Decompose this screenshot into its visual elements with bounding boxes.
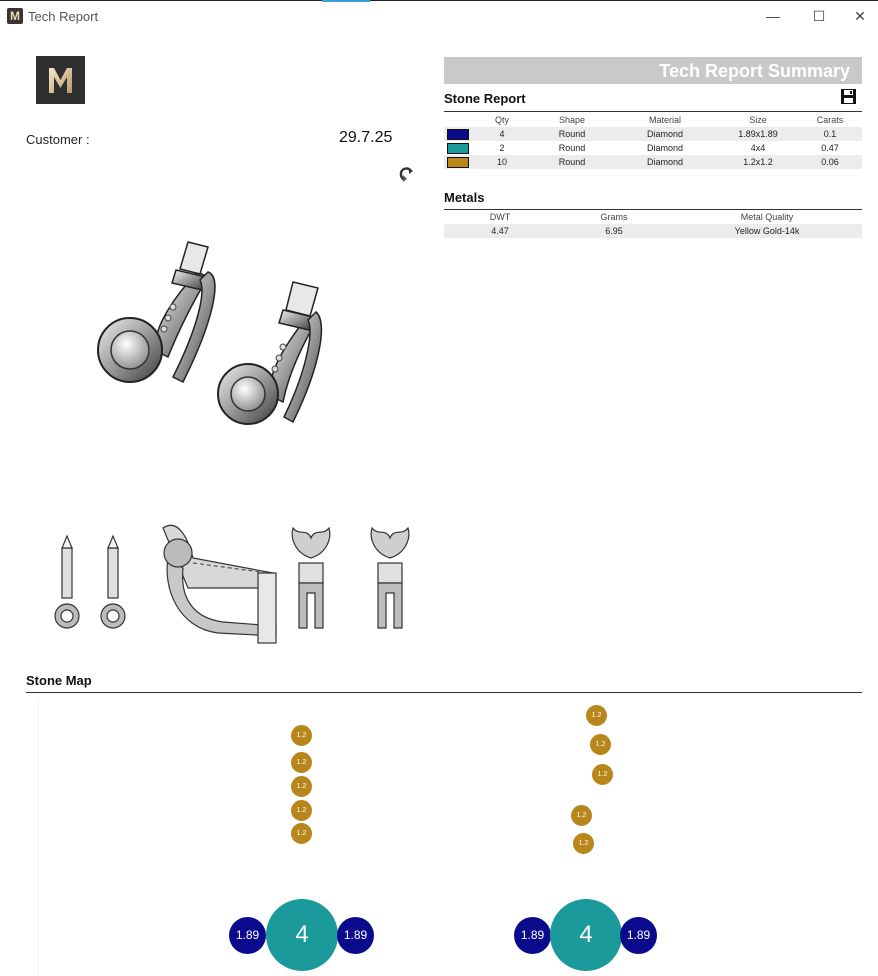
column-header-dwt: DWT <box>489 212 511 222</box>
stone-map-rule <box>26 692 862 693</box>
window-title: Tech Report <box>28 9 99 24</box>
stone-marker-mid: 1.89 <box>229 917 266 954</box>
column-header-qty: Qty <box>494 115 509 125</box>
stone-size: 1.2x1.2 <box>718 155 798 169</box>
metals-title: Metals <box>444 190 485 205</box>
stone-size: 4x4 <box>750 143 766 153</box>
metals-table <box>444 210 862 238</box>
stone-map-title: Stone Map <box>26 673 92 688</box>
stone-report-rule <box>444 111 862 112</box>
stone-qty: 2 <box>499 143 505 153</box>
save-icon[interactable] <box>840 88 857 105</box>
column-header-carats: Carats <box>816 115 844 125</box>
report-date: 29.7.25 <box>339 129 393 146</box>
metal-dwt: 4.47 <box>444 224 556 238</box>
maximize-button[interactable]: ☐ <box>812 8 826 24</box>
stone-marker-mid: 1.89 <box>514 917 551 954</box>
summary-header <box>444 57 862 84</box>
stone-carats: 0.47 <box>821 143 839 153</box>
stone-shape: Round <box>532 155 612 169</box>
stone-marker-small: 1.2 <box>290 724 313 747</box>
table-row <box>444 155 862 169</box>
stone-marker-small: 1.2 <box>572 832 595 855</box>
stone-color-swatch <box>444 127 472 141</box>
earring-render <box>88 232 328 440</box>
stone-carats: 0.1 <box>798 127 862 141</box>
stone-material: Diamond <box>612 127 718 141</box>
customer-label: Customer : <box>26 132 90 147</box>
stone-qty: 10 <box>472 155 532 169</box>
close-button[interactable]: ✕ <box>854 8 866 24</box>
title-accent <box>322 0 370 2</box>
table-row <box>444 141 862 155</box>
stone-marker-small: 1.2 <box>570 804 593 827</box>
stone-shape: Round <box>532 127 612 141</box>
stone-marker-center: 4 <box>266 899 338 971</box>
metal-grams: 6.95 <box>556 224 672 238</box>
column-header-material: Material <box>648 115 681 125</box>
stone-marker-mid: 1.89 <box>620 917 657 954</box>
back-view-thumbnail[interactable] <box>285 518 337 648</box>
stone-carats: 0.06 <box>798 155 862 169</box>
stone-map <box>38 700 862 976</box>
stone-size: 1.89x1.89 <box>718 127 798 141</box>
brand-logo <box>36 56 85 104</box>
stone-marker-small: 1.2 <box>290 799 313 822</box>
side-view-thumbnail[interactable] <box>158 518 282 648</box>
stone-report-title: Stone Report <box>444 91 526 106</box>
stone-marker-center: 4 <box>550 899 622 971</box>
stone-marker-small: 1.2 <box>290 775 313 798</box>
column-header-metal-quality: Metal Quality <box>740 212 794 222</box>
column-header-grams: Grams <box>600 212 628 222</box>
stone-marker-small: 1.2 <box>589 733 612 756</box>
table-row <box>444 224 862 238</box>
rotate-icon[interactable] <box>398 165 414 183</box>
stone-marker-small: 1.2 <box>585 704 608 727</box>
stone-qty: 4 <box>472 127 532 141</box>
front-view-thumbnail[interactable] <box>50 518 140 648</box>
column-header-size: Size <box>749 115 767 125</box>
minimize-button[interactable]: — <box>766 8 780 24</box>
metals-header-row <box>444 210 862 224</box>
brand-logo-mark <box>36 56 85 104</box>
stone-material: Diamond <box>612 155 718 169</box>
title-bar <box>0 0 878 32</box>
stone-report-table <box>444 113 862 169</box>
column-header-swatch <box>444 113 472 127</box>
stone-shape: Round <box>558 143 586 153</box>
table-row <box>444 127 862 141</box>
rear-view-thumbnail[interactable] <box>366 518 414 648</box>
stone-marker-small: 1.2 <box>290 751 313 774</box>
stone-material: Diamond <box>646 143 684 153</box>
stone-report-header-row <box>444 113 862 127</box>
stone-marker-small: 1.2 <box>290 822 313 845</box>
stone-color-swatch <box>444 141 472 155</box>
stone-marker-small: 1.2 <box>591 763 614 786</box>
stone-color-swatch <box>444 155 472 169</box>
app-icon: M <box>7 8 23 24</box>
summary-title: Tech Report Summary <box>659 61 850 81</box>
metal-quality: Yellow Gold-14k <box>672 224 862 238</box>
stone-marker-mid: 1.89 <box>337 917 374 954</box>
column-header-shape: Shape <box>558 115 586 125</box>
